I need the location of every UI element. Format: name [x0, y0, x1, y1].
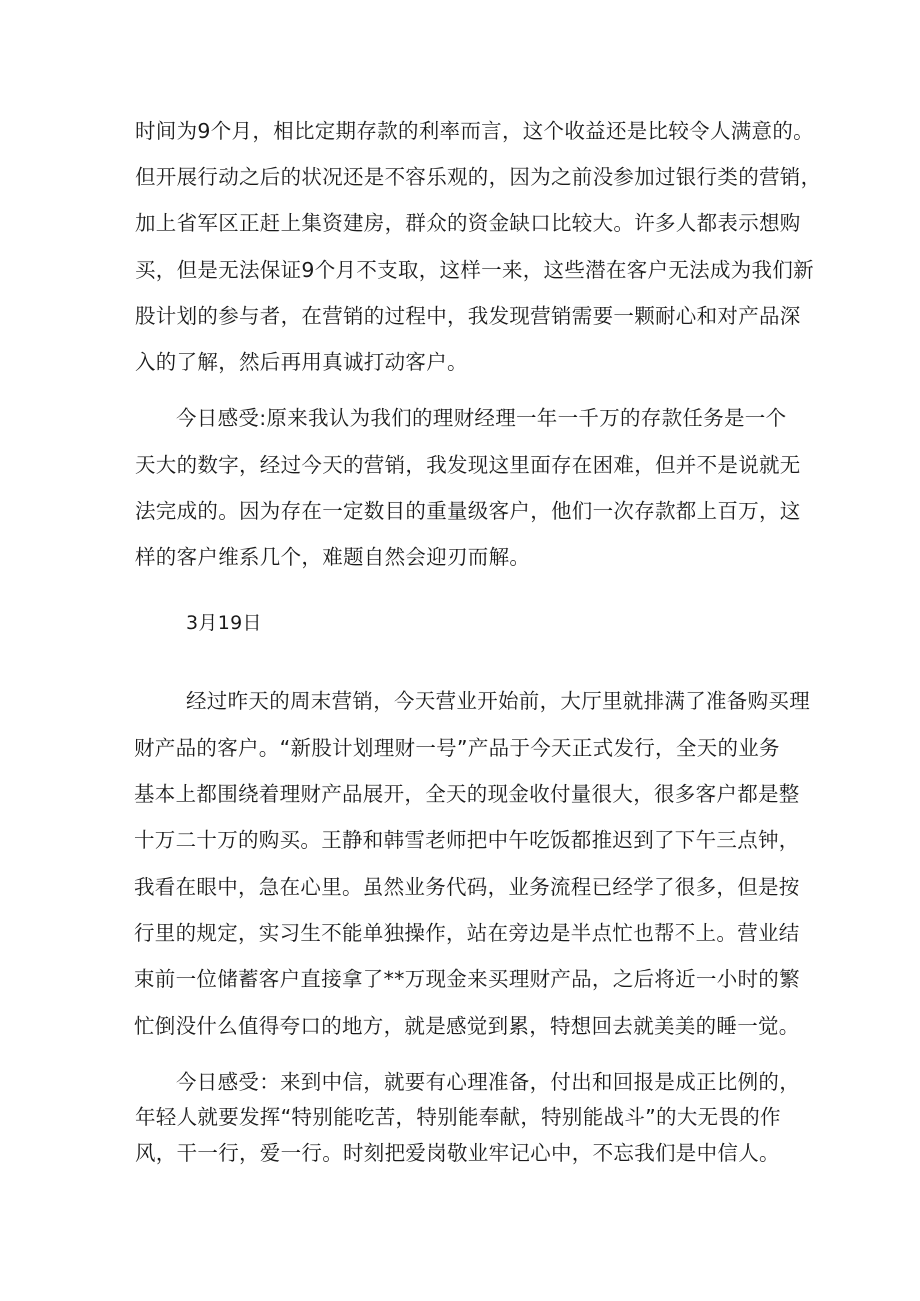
paragraph-3-line-1: 经过昨天的周末营销，今天营业开始前，大厅里就排满了准备购买理 — [186, 689, 810, 713]
paragraph-2-line-2: 天大的数字，经过今天的营销，我发现这里面存在困难，但并不是说就无 — [135, 453, 801, 477]
paragraph-1-line-5: 股计划的参与者，在营销的过程中，我发现营销需要一颗耐心和对产品深 — [135, 304, 801, 328]
paragraph-3-line-2: 财产品的客户。“新股计划理财一号”产品于今天正式发行，全天的业务 — [134, 736, 780, 760]
paragraph-3-line-7: 束前一位储蓄客户直接拿了**万现金来买理财产品，之后将近一小时的繁 — [134, 967, 800, 991]
date-heading: 3月19日 — [186, 612, 262, 634]
paragraph-1-line-4: 买，但是无法保证9个月不支取，这样一来，这些潜在客户无法成为我们新 — [135, 258, 814, 282]
paragraph-1-line-1: 时间为9个月，相比定期存款的利率而言，这个收益还是比较令人满意的。 — [135, 119, 814, 143]
paragraph-1-line-2: 但开展行动之后的状况还是不容乐观的，因为之前没参加过银行类的营销， — [135, 165, 822, 189]
paragraph-3-line-8: 忙倒没什么值得夸口的地方，就是感觉到累，特想回去就美美的睡一觉。 — [134, 1014, 800, 1038]
paragraph-4-line-3: 风，干一行，爱一行。时刻把爱岗敬业牢记心中，不忘我们是中信人。 — [135, 1141, 780, 1165]
paragraph-1-line-3: 加上省军区正赶上集资建房，群众的资金缺口比较大。许多人都表示想购 — [135, 211, 801, 235]
paragraph-3-line-3: 基本上都围绕着理财产品展开，全天的现金收付量很大，很多客户都是整 — [134, 782, 800, 806]
paragraph-3-line-4: 十万二十万的购买。王静和韩雪老师把中午吃饭都推迟到了下午三点钟， — [134, 828, 800, 852]
paragraph-3-line-5: 我看在眼中，急在心里。虽然业务代码，业务流程已经学了很多，但是按 — [134, 875, 800, 899]
paragraph-2-line-1: 今日感受:原来我认为我们的理财经理一年一千万的存款任务是一个 — [176, 406, 787, 430]
paragraph-3-line-6: 行里的规定，实习生不能单独操作，站在旁边是半点忙也帮不上。营业结 — [134, 921, 800, 945]
paragraph-2-line-4: 样的客户维系几个，难题自然会迎刃而解。 — [135, 545, 531, 569]
paragraph-1-line-6: 入的了解，然后再用真诚打动客户。 — [135, 350, 468, 374]
paragraph-4-line-2: 年轻人就要发挥“特别能吃苦，特别能奉献，特别能战斗”的大无畏的作 — [135, 1105, 781, 1129]
paragraph-2-line-3: 法完成的。因为存在一定数目的重量级客户，他们一次存款都上百万，这 — [135, 499, 801, 523]
paragraph-4-line-1: 今日感受：来到中信，就要有心理准备，付出和回报是成正比例的， — [176, 1070, 800, 1094]
